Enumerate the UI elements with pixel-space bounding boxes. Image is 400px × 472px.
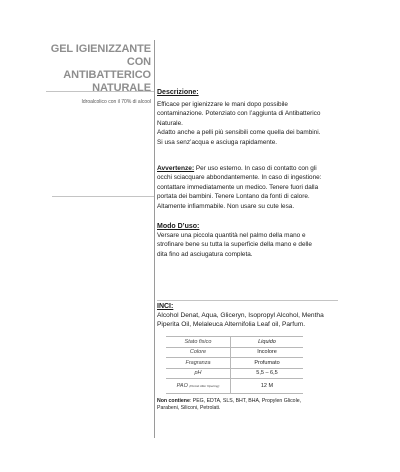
product-subtitle: Idroalcolico con il 70% di alcool bbox=[81, 99, 151, 105]
section-inci bbox=[157, 302, 342, 330]
property-value: 5,5 – 6,5 bbox=[231, 368, 304, 379]
descrizione-line: Efficace per igienizzare le mani dopo possibile bbox=[157, 101, 288, 108]
descrizione-heading: Descrizione: bbox=[157, 89, 199, 96]
modo-uso-line: strofinare bene su tutta la superficie della mano e delle bbox=[157, 241, 312, 249]
modo-uso-line: Versare una piccola quantità nel palmo della mano e bbox=[157, 232, 306, 239]
section-modo-uso bbox=[157, 222, 342, 259]
table-row bbox=[166, 368, 303, 379]
table-row bbox=[166, 337, 303, 348]
inci-line: Alcohol Denat, Aqua, Gliceryn, Isopropyl Alcohol, Mentha bbox=[157, 312, 324, 319]
product-title-line: GEL IGIENIZZANTE bbox=[50, 43, 151, 55]
avvertenze-line: occhi sciacquare abbondantemente. In caso di ingestione: bbox=[157, 174, 322, 182]
product-title-line: NATURALE bbox=[92, 82, 151, 94]
non-contiene bbox=[157, 398, 342, 413]
product-title-line: CON ANTIBATTERICO bbox=[63, 56, 151, 81]
descrizione-text bbox=[157, 100, 342, 147]
non-contiene-label: Non contiene bbox=[157, 398, 190, 404]
left-divider-2 bbox=[52, 196, 154, 197]
property-key-pao bbox=[166, 379, 231, 394]
inci-line: Piperita Oil, Melaleuca Alternifolia Leaf oil, Parfum. bbox=[157, 321, 306, 329]
property-key: Stato fisico bbox=[166, 337, 231, 348]
property-value: Profumato bbox=[231, 358, 304, 369]
properties-table bbox=[166, 336, 303, 394]
table-row bbox=[166, 347, 303, 358]
modo-uso-text bbox=[157, 231, 342, 259]
product-title-block bbox=[46, 43, 151, 106]
divider-inci bbox=[157, 300, 338, 301]
avvertenze-line: portata dei bambini. Tenere Lontano da fonti di calore. bbox=[157, 193, 310, 201]
property-value: Liquido bbox=[231, 337, 304, 348]
descrizione-line: Si usa senz’acqua e asciuga rapidamente. bbox=[157, 138, 278, 146]
non-contiene-line-2: Parabeni, Siliconi, Petrolati. bbox=[157, 405, 221, 412]
descrizione-line: contaminazione. Potenziato con l’aggiunta di Antibatterico bbox=[157, 110, 321, 118]
property-key: Colore bbox=[166, 347, 231, 358]
property-key: pH bbox=[166, 368, 231, 379]
avvertenze-line: Altamente infiammabile. Non usare su cute lesa. bbox=[157, 202, 295, 210]
property-key-note: (Period After Opening) bbox=[189, 383, 220, 388]
table-row bbox=[166, 358, 303, 369]
avvertenze-first-line bbox=[157, 164, 342, 173]
modo-uso-line: dita fino ad asciugatura completa. bbox=[157, 250, 253, 258]
avvertenze-line: contattare immediatamente un medico. Tenere fuori dalla bbox=[157, 183, 319, 191]
section-descrizione bbox=[157, 88, 342, 147]
property-key: PAO bbox=[176, 382, 188, 389]
table-row bbox=[166, 379, 303, 394]
avvertenze-heading: Avvertenze: bbox=[157, 165, 195, 172]
property-value: 12 M bbox=[231, 379, 304, 394]
descrizione-line: Adatto anche a pelli più sensibili come quella dei bambini. bbox=[157, 129, 321, 137]
non-contiene-text: : PEG, EDTA, SLS, BHT, BHA, Propylen Glicole, bbox=[189, 398, 302, 404]
section-avvertenze bbox=[157, 164, 342, 211]
property-value: Incolore bbox=[231, 347, 304, 358]
avvertenze-text bbox=[157, 164, 342, 211]
modo-uso-heading: Modo D’uso: bbox=[157, 223, 200, 230]
avvertenze-line: Per uso esterno. In caso di contatto con gli bbox=[194, 165, 317, 172]
vertical-divider bbox=[154, 40, 155, 438]
descrizione-line: Naturale. bbox=[157, 119, 183, 127]
property-key: Fragranza bbox=[166, 358, 231, 369]
inci-heading: INCI: bbox=[157, 303, 174, 310]
non-contiene-line-1 bbox=[157, 398, 342, 405]
inci-text bbox=[157, 311, 342, 330]
